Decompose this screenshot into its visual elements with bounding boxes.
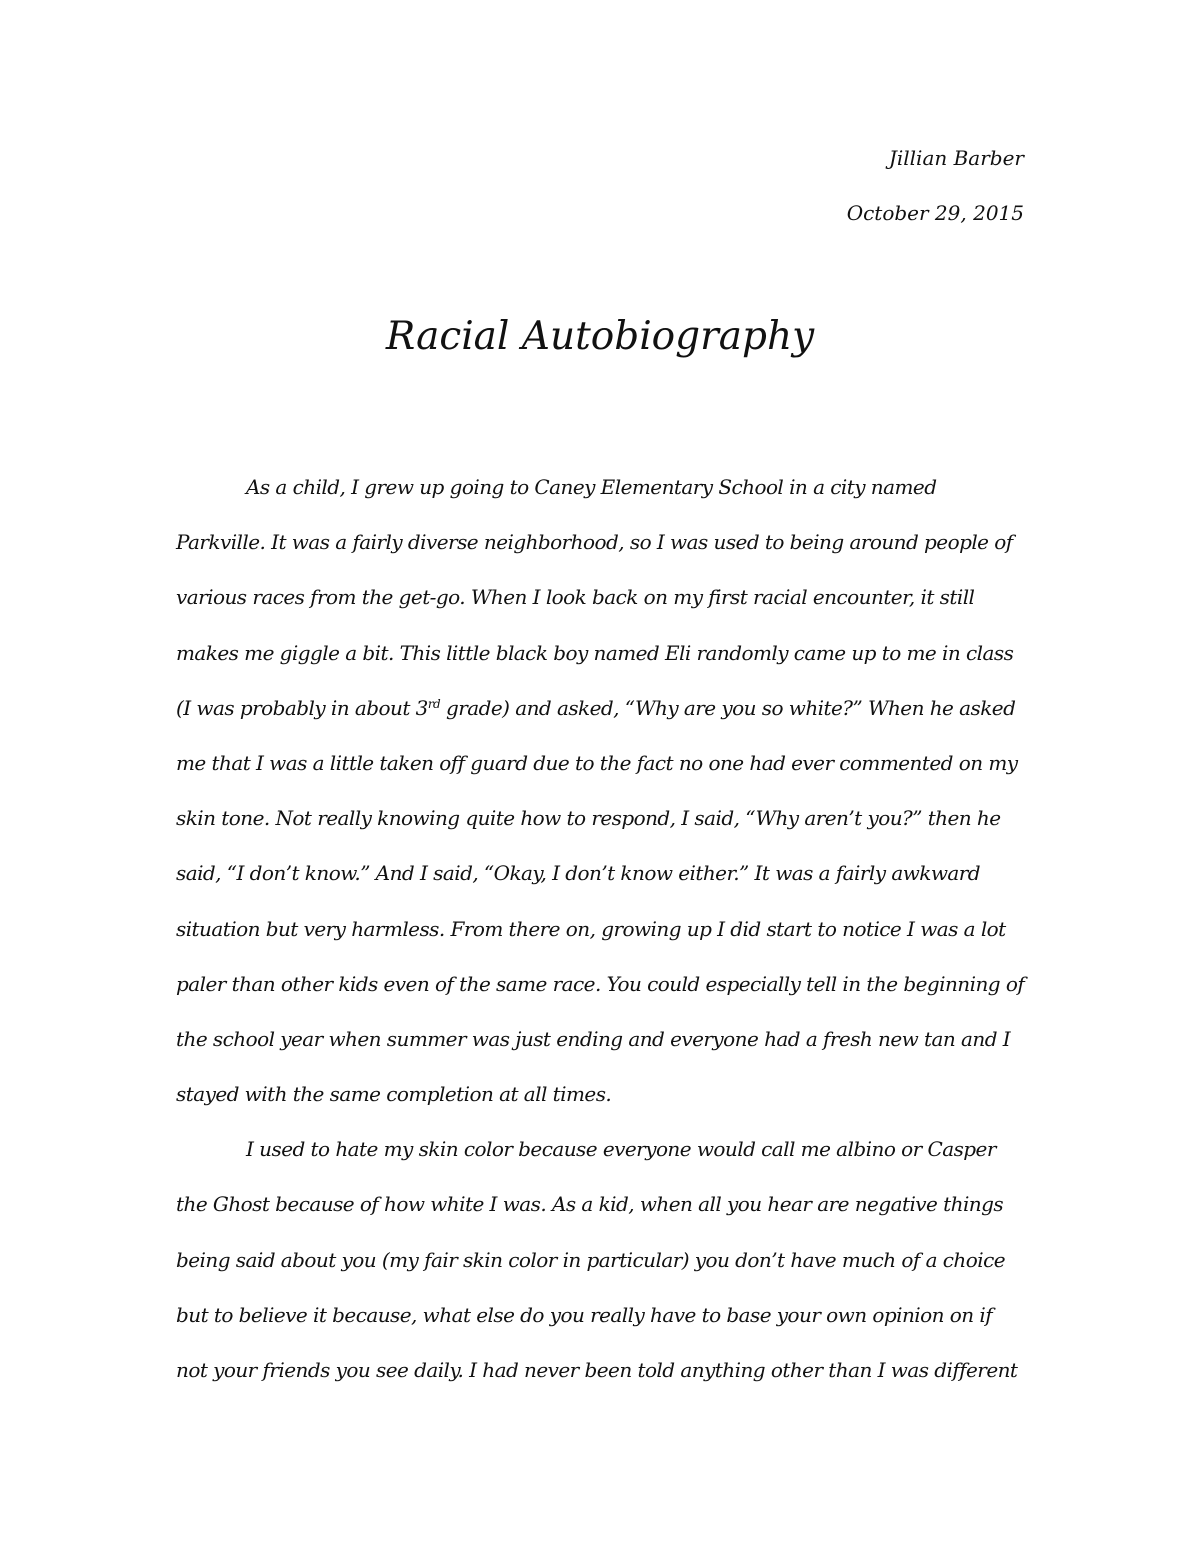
text-line: paler than other kids even of the same race. You could especially tell in the beginning of <box>176 971 1025 996</box>
text-line <box>176 681 1028 736</box>
essay-body <box>176 460 1028 1398</box>
text-line: Parkville. It was a fairly diverse neighborhood, so I was used to being around people of <box>176 530 1013 555</box>
text-line: skin tone. Not really knowing quite how to respond, I said, “Why aren’t you?” then he <box>176 806 1001 831</box>
text-line: said, “I don’t know.” And I said, “Okay, I don’t know either.” It was a fairly awkward <box>176 861 981 886</box>
text-line: the Ghost because of how white I was. As a kid, when all you hear are negative things <box>176 1192 1004 1217</box>
text-line: situation but very harmless. From there on, growing up I did start to notice I was a lot <box>176 916 1006 941</box>
text-line: not your friends you see daily. I had never been told anything other than I was different <box>176 1358 1018 1382</box>
text-line: makes me giggle a bit. This little black boy named Eli randomly came up to me in class <box>176 640 1014 665</box>
paragraph <box>176 460 1028 1122</box>
text-line: As a child, I grew up going to Caney Elementary School in a city named <box>246 475 937 499</box>
text-segment: grade) and asked, “Why are you so white?” When he asked <box>440 695 1016 720</box>
ordinal-superscript: rd <box>427 696 441 711</box>
document-date: October 29, 2015 <box>846 201 1024 225</box>
text-line: but to believe it because, what else do you really have to base your own opinion on if <box>176 1302 993 1327</box>
document-title: Racial Autobiography <box>385 314 815 359</box>
text-line: the school year when summer was just ending and everyone had a fresh new tan and I <box>176 1026 1011 1051</box>
text-segment: (I was probably in about 3 <box>176 695 428 720</box>
text-line: various races from the get-go. When I look back on my first racial encounter, it still <box>176 585 975 610</box>
text-line: being said about you (my fair skin color in particular) you don’t have much of a choice <box>176 1247 1006 1272</box>
author-name: Jillian Barber <box>888 146 1024 170</box>
paragraph <box>176 1122 1028 1398</box>
text-line: me that I was a little taken off guard due to the fact no one had ever commented on my <box>176 750 1018 775</box>
text-line: stayed with the same completion at all times. <box>176 1082 612 1107</box>
text-line: I used to hate my skin color because everyone would call me albino or Casper <box>246 1137 996 1162</box>
